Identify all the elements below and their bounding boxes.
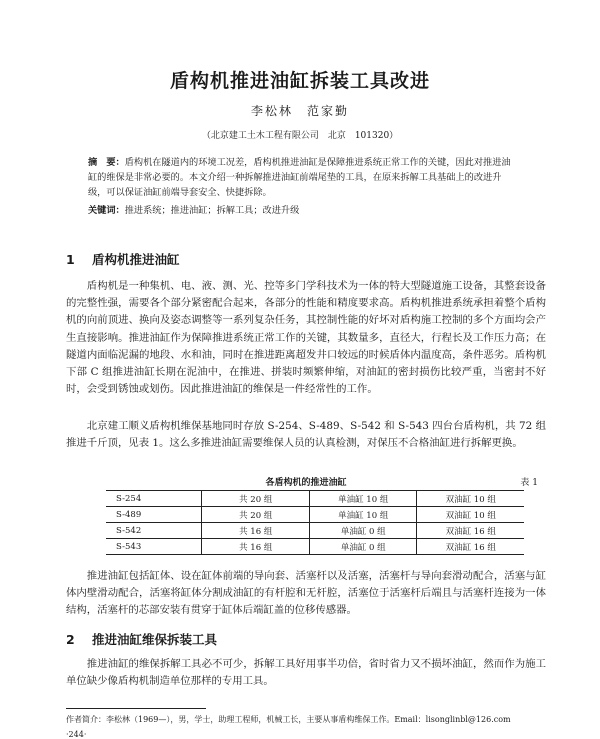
table-row [106,539,524,555]
section-1-paragraph-2: 北京建工顺义盾构机维保基地同时存放 S-254、S-489、S-542 和 S-543 四台台盾构机，共 72 组推进千斤顶，见表 1。这么多推进油缸需要维保人员的认真检测，对保压不合格油缸进行拆解更换。 [66,420,546,450]
affiliation: （北京建工土木工程有限公司 北京 101320） [201,131,399,141]
author-list: 李松林 范家勤 [250,104,349,118]
table-cell: 双油缸 10 组 [417,491,524,507]
table-cell: 共 20 组 [202,507,310,523]
table-cell: S-542 [106,523,202,539]
section-1-heading [66,250,180,268]
table-cell: 双油缸 16 组 [417,523,524,539]
table-cell: 共 16 组 [202,539,310,555]
paper-title: 盾构机推进油缸拆装工具改进 [169,70,430,92]
table-cell: 单油缸 0 组 [309,523,417,539]
author-footnote: 作者简介：李松林（1969—），男，学士，助理工程师，机械工长，主要从事盾构维保工作。Email：lisonglinbl@126.com [66,715,511,724]
section-1-number: 1 [66,252,75,267]
table-cell: 单油缸 10 组 [309,507,417,523]
paragraph-after-table: 推进油缸包括缸体、设在缸体前端的导向套、活塞杆以及活塞，活塞杆与导向套滑动配合，活塞与缸体内壁滑动配合，活塞将缸体分割成油缸的有杆腔和无杆腔，活塞位于活塞杆后端且与活塞杆连接为一体结构，活塞杆的芯部安装有贯穿于缸体后端缸盖的位移传感器。 [66,570,546,617]
table-cell: S-254 [106,491,202,507]
section-2-number: 2 [66,632,75,647]
table-1-number: 表 1 [520,478,538,488]
abstract-label: 摘 要： [88,157,125,168]
section-1-title: 盾构机推进油缸 [92,252,180,267]
table-row [106,491,524,507]
section-2-heading [66,630,217,648]
keywords-text: 推进系统；推进油缸；拆解工具；改进升级 [124,205,300,216]
table-cell: 单油缸 10 组 [309,491,417,507]
section-1-paragraph-1: 盾构机是一种集机、电、液、测、光、控等多门学科技术为一体的特大型隧道施工设备，其整套设备的完整性强，需要各个部分紧密配合起来，各部分的性能和精度要求高。盾构机推进系统承担着整个盾构机的向前顶进、换向及姿态调整等一系列复杂任务，其控制性能的好坏对盾构施工控制的多个方面均会产生直接影响。推进油缸作为保障推进系统正常工作的关键，其数量多，直径大，行程长及工作压力高；在隧道内面临泥漏的地段、水和油，同时在推进距离超发井口较远的时候盾体内温度高，条件恶劣。盾构机下部 C 组推进油缸长期在泥油中，在推进、拼装时频繁伸缩，对油缸的密封损伤比较严重，当密封不好时，会受到锈蚀或划伤。因此推进油缸的维保是一件经常性的工作。 [66,280,546,396]
section-2-title: 推进油缸维保拆装工具 [92,632,218,647]
table-cell: S-543 [106,539,202,555]
table-cell: 双油缸 16 组 [417,539,524,555]
table-1-caption: 各盾构机的推进油缸 [265,478,347,488]
table-row [106,523,524,539]
footnote-divider [66,708,206,709]
table-cell: 共 20 组 [202,491,310,507]
keywords-label: 关键词： [88,205,125,216]
table-1 [106,490,524,555]
table-cell: S-489 [106,507,202,523]
abstract-text: 盾构机在隧道内的环境工况差，盾构机推进油缸是保障推进系统正常工作的关键，因此对推进油缸的维保是非常必要的。本文介绍一种拆解推进油缸前端尾垫的工具，在原来拆解工具基础上的改进升级，可以保证油缸前端导套安全、快捷拆除。 [88,157,511,198]
page-number: ·244· [66,730,87,739]
abstract-body [88,155,518,200]
table-cell: 共 16 组 [202,523,310,539]
table-cell: 单油缸 0 组 [309,539,417,555]
keywords-line [88,203,518,218]
abstract-block [88,155,518,218]
section-2-paragraph: 推进油缸的维保拆解工具必不可少，拆解工具好用事半功倍，省时省力又不损坏油缸，然而作为施工单位缺少像盾构机制造单位那样的专用工具。 [66,658,546,688]
table-row [106,507,524,523]
table-cell: 双油缸 10 组 [417,507,524,523]
